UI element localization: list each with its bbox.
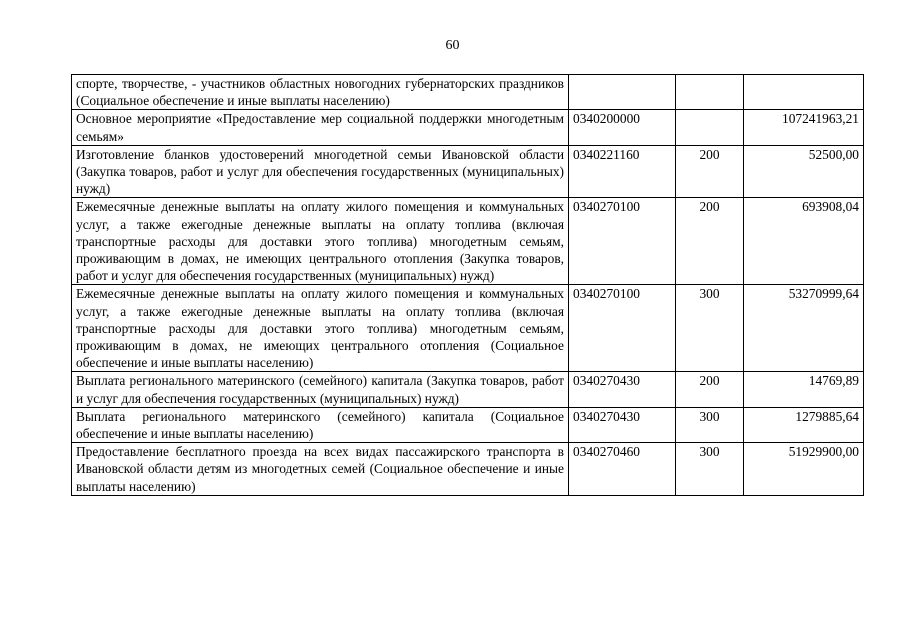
table-row bbox=[72, 110, 864, 145]
table-row bbox=[72, 285, 864, 372]
row-amount: 14769,89 bbox=[744, 372, 864, 407]
row-amount: 52500,00 bbox=[744, 145, 864, 198]
row-target-code: 0340270430 bbox=[569, 407, 676, 442]
row-expense-type: 200 bbox=[676, 198, 744, 285]
table-row bbox=[72, 372, 864, 407]
row-amount: 51929900,00 bbox=[744, 443, 864, 496]
table-row bbox=[72, 198, 864, 285]
page-number: 60 bbox=[445, 38, 460, 53]
row-expense-type: 300 bbox=[676, 443, 744, 496]
row-description: Выплата регионального материнского (семейного) капитала (Социальное обеспечение и иные выплаты населению) bbox=[72, 407, 569, 442]
row-target-code bbox=[569, 75, 676, 110]
row-expense-type bbox=[676, 75, 744, 110]
row-amount: 1279885,64 bbox=[744, 407, 864, 442]
budget-table bbox=[71, 74, 864, 496]
row-description: Основное мероприятие «Предоставление мер социальной поддержки многодетным семьям» bbox=[72, 110, 569, 145]
table-row bbox=[72, 75, 864, 110]
row-amount: 53270999,64 bbox=[744, 285, 864, 372]
row-description: Предоставление бесплатного проезда на всех видах пассажирского транспорта в Ивановской области детям из многодетных семей (Социальное обеспечение и иные выплаты населению) bbox=[72, 443, 569, 496]
row-target-code: 0340270430 bbox=[569, 372, 676, 407]
row-target-code: 0340270100 bbox=[569, 198, 676, 285]
row-target-code: 0340270460 bbox=[569, 443, 676, 496]
row-description: Выплата регионального материнского (семейного) капитала (Закупка товаров, работ и услуг для обеспечения государственных (муниципальных) нужд) bbox=[72, 372, 569, 407]
row-expense-type: 300 bbox=[676, 407, 744, 442]
row-expense-type: 300 bbox=[676, 285, 744, 372]
table-row bbox=[72, 443, 864, 496]
row-target-code: 0340200000 bbox=[569, 110, 676, 145]
row-description: спорте, творчестве, - участников областных новогодних губернаторских праздников (Социальное обеспечение и иные выплаты населению) bbox=[72, 75, 569, 110]
table-row bbox=[72, 407, 864, 442]
row-target-code: 0340270100 bbox=[569, 285, 676, 372]
row-amount bbox=[744, 75, 864, 110]
row-expense-type: 200 bbox=[676, 145, 744, 198]
table-row bbox=[72, 145, 864, 198]
row-amount: 107241963,21 bbox=[744, 110, 864, 145]
row-description: Изготовление бланков удостоверений многодетной семьи Ивановской области (Закупка товаров, работ и услуг для обеспечения государственных (муниципальных) нужд) bbox=[72, 145, 569, 198]
row-description: Ежемесячные денежные выплаты на оплату жилого помещения и коммунальных услуг, а также ежегодные денежные выплаты на оплату топлива (включая транспортные расходы для доставки этого топлива) многодетным семьям, проживающим в домах, не имеющих центрального отопления (Закупка товаров, работ и услуг для обеспечения государственных (муниципальных) нужд) bbox=[72, 198, 569, 285]
row-target-code: 0340221160 bbox=[569, 145, 676, 198]
row-description: Ежемесячные денежные выплаты на оплату жилого помещения и коммунальных услуг, а также ежегодные денежные выплаты на оплату топлива (включая транспортные расходы для доставки этого топлива) многодетным семьям, проживающим в домах, не имеющих центрального отопления (Социальное обеспечение и иные выплаты населению) bbox=[72, 285, 569, 372]
row-expense-type bbox=[676, 110, 744, 145]
row-amount: 693908,04 bbox=[744, 198, 864, 285]
row-expense-type: 200 bbox=[676, 372, 744, 407]
